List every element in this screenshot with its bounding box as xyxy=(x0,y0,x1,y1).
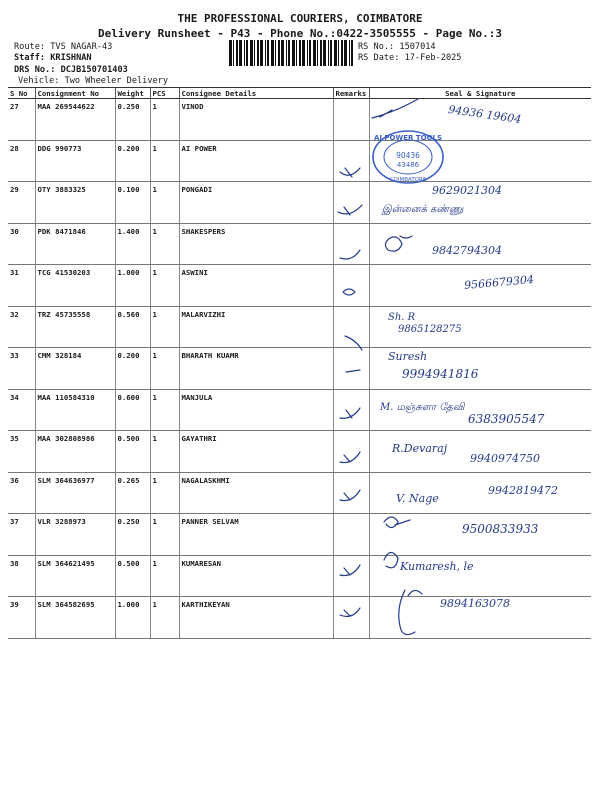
barcode-bar xyxy=(281,40,284,66)
cell-remarks xyxy=(333,555,369,597)
cell-remarks xyxy=(333,265,369,307)
cell-weight: 1.000 xyxy=(115,597,150,639)
table-row xyxy=(8,431,591,473)
cell-weight: 0.600 xyxy=(115,389,150,431)
stamp-text-bottom: COIMBATORE xyxy=(389,177,427,183)
cell-consignee: PONGADI xyxy=(179,182,333,224)
cell-consignee: KUMARESAN xyxy=(179,555,333,597)
cell-weight: 0.500 xyxy=(115,555,150,597)
cell-consignee: ASWINI xyxy=(179,265,333,307)
barcode-bar xyxy=(275,40,276,66)
cell-signature xyxy=(369,182,591,224)
barcode-bar xyxy=(309,40,311,66)
col-consignment: Consignment No xyxy=(35,88,115,99)
rs-number: RS No.: 1507014 xyxy=(358,42,436,52)
drs-label: DRS No.: DCJB150701403 xyxy=(14,65,128,75)
barcode-bar xyxy=(341,40,343,66)
cell-pcs: 1 xyxy=(150,348,179,390)
hw-r35a: R.Devaraj xyxy=(392,442,448,455)
barcode-bar xyxy=(299,40,301,66)
barcode-bar xyxy=(292,40,295,66)
cell-sno: 27 xyxy=(8,99,35,141)
barcode-bar xyxy=(257,40,259,66)
cell-pcs: 1 xyxy=(150,223,179,265)
runsheet-table xyxy=(8,87,591,639)
cell-remarks xyxy=(333,472,369,514)
cell-consignee: VINOD xyxy=(179,99,333,141)
cell-remarks xyxy=(333,223,369,265)
barcode-bar xyxy=(250,40,253,66)
cell-signature xyxy=(369,555,591,597)
cell-remarks xyxy=(333,348,369,390)
cell-consignment: MAA 269544622 xyxy=(35,99,115,141)
cell-consignment: TRZ 45735558 xyxy=(35,306,115,348)
barcode-bar xyxy=(233,40,234,66)
barcode-bar xyxy=(307,40,308,66)
hw-r38: Kumaresh, le xyxy=(400,560,474,573)
cell-consignee: KARTHIKEYAN xyxy=(179,597,333,639)
barcode-bar xyxy=(338,40,339,66)
cell-pcs: 1 xyxy=(150,431,179,473)
rs-date: RS Date: 17-Feb-2025 xyxy=(358,53,462,63)
barcode-bar xyxy=(323,40,326,66)
barcode-bar xyxy=(349,40,350,66)
hw-r34b: 6383905547 xyxy=(468,412,545,426)
cell-remarks xyxy=(333,431,369,473)
cell-sno: 31 xyxy=(8,265,35,307)
cell-sno: 38 xyxy=(8,555,35,597)
cell-consignment: DDG 990773 xyxy=(35,140,115,182)
cell-remarks xyxy=(333,99,369,141)
cell-consignment: TCG 41530203 xyxy=(35,265,115,307)
barcode-bar xyxy=(302,40,305,66)
cell-remarks xyxy=(333,140,369,182)
cell-remarks xyxy=(333,597,369,639)
cell-signature xyxy=(369,431,591,473)
barcode-bar xyxy=(334,40,337,66)
col-sno: S No xyxy=(8,88,35,99)
barcode-bar xyxy=(254,40,255,66)
barcode-bar xyxy=(344,40,347,66)
barcode-bar xyxy=(236,40,238,66)
cell-pcs: 1 xyxy=(150,514,179,556)
cell-remarks xyxy=(333,389,369,431)
cell-sno: 35 xyxy=(8,431,35,473)
cell-remarks xyxy=(333,306,369,348)
cell-consignee: BHARATH KUAMR xyxy=(179,348,333,390)
hw-r32b: 9865128275 xyxy=(398,324,462,335)
hw-r36b: 9942819472 xyxy=(488,484,558,497)
cell-weight: 0.265 xyxy=(115,472,150,514)
hw-r34a: M. மஞ்சுளா தேவி xyxy=(380,402,465,413)
stamp-text-mid2: 43486 xyxy=(396,161,420,169)
hw-r30: 9842794304 xyxy=(432,244,502,257)
cell-consignment: MAA 110584310 xyxy=(35,389,115,431)
barcode-bar xyxy=(328,40,329,66)
barcode-bar xyxy=(317,40,318,66)
cell-pcs: 1 xyxy=(150,389,179,431)
cell-pcs: 1 xyxy=(150,472,179,514)
cell-signature xyxy=(369,514,591,556)
cell-signature xyxy=(369,265,591,307)
cell-remarks xyxy=(333,182,369,224)
cell-weight: 1.000 xyxy=(115,265,150,307)
hw-r29: 9629021304 xyxy=(432,184,502,197)
cell-sno: 28 xyxy=(8,140,35,182)
col-remarks: Remarks xyxy=(333,88,369,99)
document-subtitle: Delivery Runsheet - P43 - Phone No.:0422-3505555 - Page No.:3 xyxy=(98,27,502,40)
cell-consignment: CMM 328184 xyxy=(35,348,115,390)
table-row xyxy=(8,99,591,141)
table-row xyxy=(8,140,591,182)
cell-remarks xyxy=(333,514,369,556)
barcode-bar xyxy=(313,40,316,66)
hw-r37: 9500833933 xyxy=(462,522,539,536)
barcode-bar xyxy=(246,40,248,66)
barcode-bar xyxy=(265,40,266,66)
stamp-text-mid: 90436 xyxy=(396,151,420,160)
cell-pcs: 1 xyxy=(150,306,179,348)
cell-sno: 30 xyxy=(8,223,35,265)
barcode-bar xyxy=(239,40,242,66)
cell-weight: 0.560 xyxy=(115,306,150,348)
cell-consignment: OTY 3883325 xyxy=(35,182,115,224)
cell-weight: 0.100 xyxy=(115,182,150,224)
cell-pcs: 1 xyxy=(150,99,179,141)
cell-weight: 0.500 xyxy=(115,431,150,473)
cell-sno: 37 xyxy=(8,514,35,556)
hw-r33a: Suresh xyxy=(388,350,428,363)
cell-pcs: 1 xyxy=(150,182,179,224)
cell-consignment: PDK 8471846 xyxy=(35,223,115,265)
cell-weight: 0.250 xyxy=(115,99,150,141)
cell-signature xyxy=(369,223,591,265)
barcode-bar xyxy=(267,40,269,66)
cell-weight: 0.250 xyxy=(115,514,150,556)
hw-r36a: V. Nage xyxy=(396,492,439,505)
table-row xyxy=(8,348,591,390)
cell-consignee: MALARVIZHI xyxy=(179,306,333,348)
cell-signature xyxy=(369,389,591,431)
table-row xyxy=(8,597,591,639)
barcode-bar xyxy=(271,40,274,66)
table-row xyxy=(8,514,591,556)
table-row xyxy=(8,223,591,265)
col-signature: Seal & Signature xyxy=(369,88,591,99)
cell-consignee: PANNER SELVAM xyxy=(179,514,333,556)
cell-consignee: NAGALASKHMI xyxy=(179,472,333,514)
cell-consignee: GAYATHRI xyxy=(179,431,333,473)
cell-sno: 32 xyxy=(8,306,35,348)
hw-r33b: 9994941816 xyxy=(402,367,479,381)
barcode-bar xyxy=(296,40,297,66)
barcode-bar xyxy=(330,40,332,66)
col-weight: Weight xyxy=(115,88,150,99)
hw-r35b: 9940974750 xyxy=(470,452,540,465)
vehicle-label: Vehicle: Two Wheeler Delivery xyxy=(18,76,169,86)
cell-pcs: 1 xyxy=(150,555,179,597)
cell-signature xyxy=(369,348,591,390)
cell-sno: 34 xyxy=(8,389,35,431)
barcode-bar xyxy=(260,40,263,66)
hw-r27: 94936 19604 xyxy=(447,102,523,127)
barcode-bar xyxy=(278,40,280,66)
cell-weight: 1.400 xyxy=(115,223,150,265)
cell-consignment: SLM 364621495 xyxy=(35,555,115,597)
cell-pcs: 1 xyxy=(150,265,179,307)
table-row xyxy=(8,555,591,597)
barcode-bar xyxy=(288,40,290,66)
cell-consignee: AI POWER xyxy=(179,140,333,182)
cell-signature xyxy=(369,306,591,348)
barcode-bar xyxy=(286,40,287,66)
col-consignee: Consignee Details xyxy=(179,88,333,99)
cell-pcs: 1 xyxy=(150,597,179,639)
cell-consignee: SHAKESPERS xyxy=(179,223,333,265)
cell-weight: 0.200 xyxy=(115,140,150,182)
cell-consignment: VLR 3288973 xyxy=(35,514,115,556)
cell-consignment: SLM 364582695 xyxy=(35,597,115,639)
table-header-row xyxy=(8,88,591,99)
company-stamp xyxy=(370,128,446,186)
barcode xyxy=(229,40,353,66)
hw-r29b: இன்னைக் கண்ணு xyxy=(382,204,464,215)
hw-r31: 9566679304 xyxy=(463,272,535,293)
document-title: THE PROFESSIONAL COURIERS, COIMBATORE xyxy=(177,12,423,25)
barcode-bar xyxy=(229,40,232,66)
table-row xyxy=(8,472,591,514)
cell-weight: 0.200 xyxy=(115,348,150,390)
col-pcs: PCS xyxy=(150,88,179,99)
cell-sno: 29 xyxy=(8,182,35,224)
table-row xyxy=(8,182,591,224)
staff-label: Staff: KRISHNAN xyxy=(14,53,92,63)
cell-consignment: MAA 302808986 xyxy=(35,431,115,473)
barcode-bar xyxy=(351,40,353,66)
cell-consignee: MANJULA xyxy=(179,389,333,431)
cell-sno: 39 xyxy=(8,597,35,639)
table-row xyxy=(8,389,591,431)
cell-sno: 36 xyxy=(8,472,35,514)
hw-r32a: Sh. R xyxy=(388,312,416,323)
hw-r39: 9894163078 xyxy=(440,597,510,610)
cell-consignment: SLM 364636977 xyxy=(35,472,115,514)
cell-signature xyxy=(369,472,591,514)
cell-signature xyxy=(369,597,591,639)
barcode-bar xyxy=(244,40,245,66)
table-row xyxy=(8,265,591,307)
table-row xyxy=(8,306,591,348)
cell-sno: 33 xyxy=(8,348,35,390)
route-label: Route: TVS NAGAR-43 xyxy=(14,42,113,52)
stamp-text-top: AI POWER TOOLS xyxy=(373,134,443,142)
cell-pcs: 1 xyxy=(150,140,179,182)
barcode-bar xyxy=(320,40,322,66)
